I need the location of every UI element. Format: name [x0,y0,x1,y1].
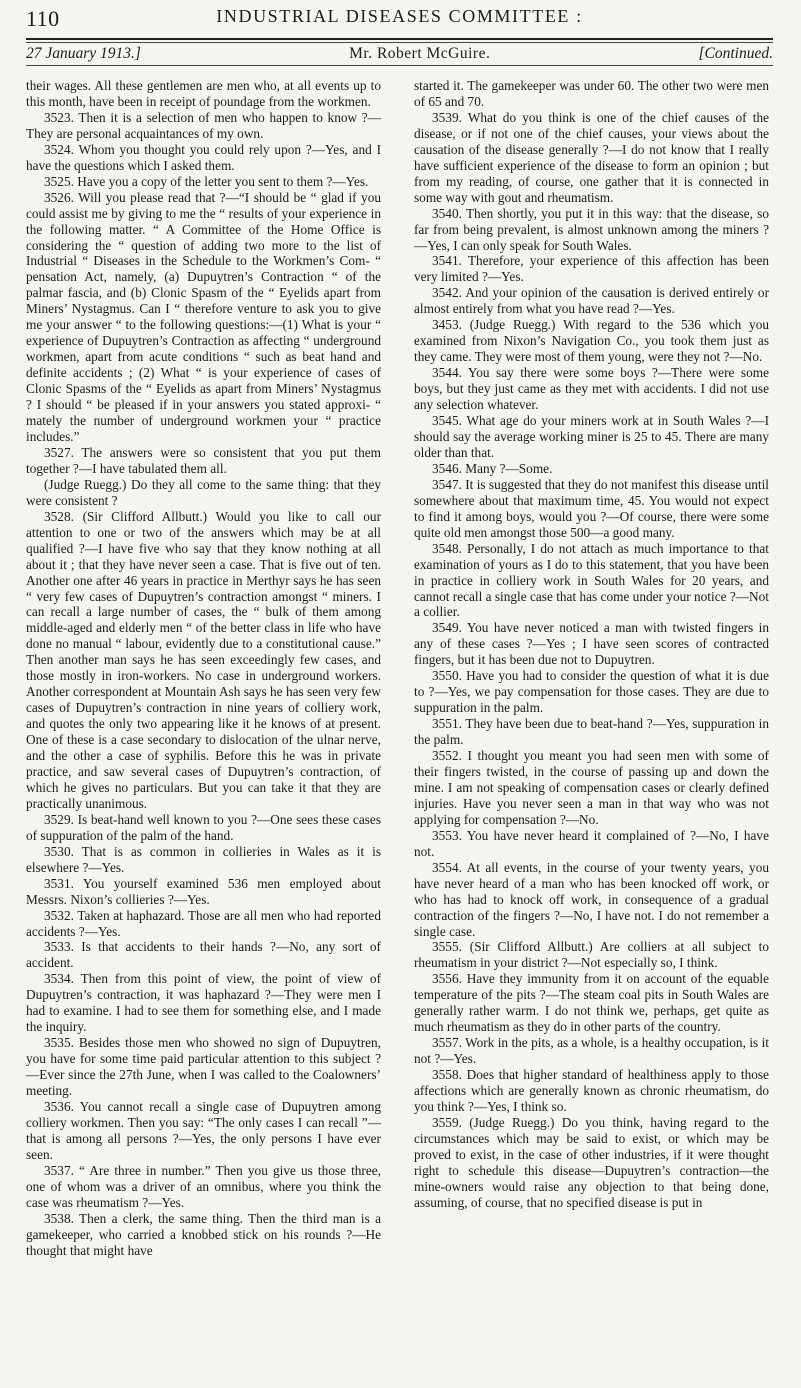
witness-name: Mr. Robert McGuire. [349,45,491,62]
running-head: INDUSTRIAL DISEASES COMMITTEE : [216,6,583,26]
left-column [26,78,381,1259]
testimony-paragraph: 3544. You say there were some boys ?—There were some boys, but they just came as they met with accidents. I did not use any selection whatever. [414,365,769,413]
testimony-paragraph: 3531. You yourself examined 536 men employed about Messrs. Nixon’s collieries ?—Yes. [26,875,381,907]
testimony-paragraph: 3523. Then it is a selection of men who happen to know ?—They are personal acquaintances of my own. [26,109,381,141]
testimony-paragraph: 3534. Then from this point of view, the point of view of Dupuytren’s contraction, it was haphazard ?—They were men I had to examine. I had to see them for something else, and I made the inquiry. [26,971,381,1035]
testimony-paragraph: (Judge Ruegg.) Do they all come to the same thing: that they were consistent ? [26,476,381,508]
header-rule [26,38,773,40]
testimony-paragraph: their wages. All these gentlemen are men who, at all events up to this month, have been in receipt of poundage from the workmen. [26,78,381,109]
testimony-paragraph: 3552. I thought you meant you had seen men with some of their fingers twisted, in the course of passing up and down the mine. I am not speaking of compensation cases or clearly defined injuries. Have you never seen a man in that way who was not applying for compensation ?—No. [414,748,769,827]
testimony-paragraph: 3555. (Sir Clifford Allbutt.) Are colliers at all subject to rheumatism in your district ?—Not especially so, I think. [414,939,769,971]
page-header [26,0,773,38]
testimony-paragraph: 3558. Does that higher standard of healthiness apply to those affections which are generally known as chronic rheumatism, do you think ?—Yes, I think so. [414,1067,769,1114]
testimony-paragraph: 3536. You cannot recall a single case of Dupuytren among colliery workmen. Then you say: “The only cases I can recall ”—that is among all persons ?—Yes, the only persons I have ever seen. [26,1099,381,1162]
right-column [414,78,769,1259]
testimony-paragraph: 3537. “ Are three in number.” Then you give us those three, one of whom was a driver of an omnibus, where you think the case was rheumatism ?—Yes. [26,1162,381,1210]
page-number: 110 [26,6,60,31]
hearing-date: 27 January 1913.] [26,45,141,62]
testimony-paragraph: 3532. Taken at haphazard. Those are all men who had reported accidents ?—Yes. [26,907,381,939]
testimony-paragraph: 3533. Is that accidents to their hands ?—No, any sort of accident. [26,939,381,971]
text-columns [26,78,773,1259]
testimony-paragraph: started it. The gamekeeper was under 60. The other two were men of 65 and 70. [414,78,769,109]
testimony-paragraph: 3545. What age do your miners work at in South Wales ?—I should say the average working miner is 25 to 45. There are many older than that. [414,413,769,460]
testimony-paragraph: 3524. Whom you thought you could rely upon ?—Yes, and I have the questions which I asked them. [26,141,381,173]
testimony-paragraph: 3556. Have they immunity from it on account of the equable temperature of the pits ?—The steam coal pits in South Wales are generally rather warm. I do not think we, perhaps, get quite as much rheumatism as they do in other parts of the country. [414,971,769,1035]
testimony-paragraph: 3551. They have been due to beat-hand ?—Yes, suppuration in the palm. [414,716,769,748]
subheader-rule [26,65,773,66]
testimony-paragraph: 3542. And your opinion of the causation is derived entirely or almost entirely from what you have read ?—Yes. [414,285,769,317]
testimony-paragraph: 3525. Have you a copy of the letter you sent to them ?—Yes. [44,173,369,189]
subheader [26,43,773,65]
testimony-paragraph: 3527. The answers were so consistent that you put them together ?—I have tabulated them all. [26,444,381,476]
testimony-paragraph: 3554. At all events, in the course of your twenty years, you have never heard of a man who has been knocked off work, or who has had to knock off work, in consequence of a gradual contraction of the fingers ?—No, I have not. I do not remember a single case. [414,859,769,939]
testimony-paragraph: 3553. You have never heard it complained of ?—No, I have not. [414,827,769,859]
testimony-paragraph: 3528. (Sir Clifford Allbutt.) Would you like to call our attention to one or two of the answers which may be at all qualified ?—I have five who say that they know nothing at all about it ; that they have never seen a case. That is five out of ten. Another one after 46 years in practice in Merthyr says he has seen “ very few cases of Dupuytren’s contraction amongst “ miners. I can recall a large number of cases, the “ bulk of them among middle-aged and elderly men “ of the better class in life who have done no manual “ labour, evidently due to a constitutional cause.” Then another man says he has seen exceedingly few cases, and those mostly in iron-workers. No case in underground workers. Another correspondent at Mountain Ash says he has seen very few cases of Dupuytren’s contraction in nine years of colliery work, and quotes the only two appearing like it he knows of at present. One of these is a case secondary to dislocation of the ulnar nerve, and the other a case of syphilis. Before this he was in private practice, and saw several cases of Dupuytren’s contraction, of which he gives no particulars. But you can take it that they are practically unanimous. [26,508,381,811]
testimony-paragraph: 3557. Work in the pits, as a whole, is a healthy occupation, is it not ?—Yes. [414,1035,769,1067]
testimony-paragraph: 3530. That is as common in collieries in Wales as it is elsewhere ?—Yes. [26,843,381,875]
continued-label: [Continued. [698,45,773,62]
testimony-paragraph: 3535. Besides those men who showed no sign of Dupuytren, you have for some time paid particular attention to this subject ?—Ever since the 27th June, when I was called to the Coalowners’ meeting. [26,1035,381,1099]
testimony-paragraph: 3539. What do you think is one of the chief causes of the disease, or if not one of the chief causes, your views about the causation of the disease generally ?—I do not know that I really have sufficient experience of the disease to form an opinion ; but from my reading, of course, one gather that it is connected in some way with gout and rheumatism. [414,109,769,205]
testimony-paragraph: 3529. Is beat-hand well known to you ?—One sees these cases of suppuration of the palm of the hand. [26,811,381,843]
testimony-paragraph: 3538. Then a clerk, the same thing. Then the third man is a gamekeeper, who carried a knobbed stick on his rounds ?—He thought that might have [26,1210,381,1258]
testimony-paragraph: 3453. (Judge Ruegg.) With regard to the 536 which you examined from Nixon’s Navigation Co., you took them just as they came. They were most of them young, were they not ?—No. [414,317,769,365]
testimony-paragraph: 3559. (Judge Ruegg.) Do you think, having regard to the circumstances which may be said to exist, or which may be proved to exist, in the case of other industries, if it were thought right to schedule this disease—Dupuytren’s contraction—the mine-owners would raise any objection to that being done, assuming, of course, that no specified disease is put in [414,1114,769,1210]
testimony-paragraph: 3541. Therefore, your experience of this affection has been very limited ?—Yes. [414,253,769,285]
testimony-paragraph: 3549. You have never noticed a man with twisted fingers in any of these cases ?—Yes ; I have seen scores of contracted fingers, but it has been due not to Dupuytren. [414,620,769,668]
testimony-paragraph: 3546. Many ?—Some. [432,460,553,476]
testimony-paragraph: 3550. Have you had to consider the question of what it is due to ?—Yes, we pay compensation for those cases. They are due to suppuration in the palm. [414,668,769,716]
testimony-paragraph: 3547. It is suggested that they do not manifest this disease until somewhere about that maximum time, 45. You would not expect to find it among boys, would you ?—Of course, there were some quite old men amongst those 500—a good many. [414,476,769,540]
testimony-paragraph: 3526. Will you please read that ?—“I should be “ glad if you could assist me by giving to me the “ results of your experience in the following matter. “ A Committee of the Home Office is considering the “ question of adding two more to the list of Industrial “ Diseases in the Schedule to the Workmen’s Com- “ pensation Act, namely, (a) Dupuytren’s Contraction “ of the palmar fascia, and (b) Clonic Spasm of the “ Eyelids apart from Miners’ Nystagmus. Can I “ therefore venture to ask you to give me your answer “ to the following questions:—(1) What is your “ experience of Dupuytren’s Contraction as affecting “ underground workmen, apart from acute conditions “ such as beat hand and definite accidents ; (2) What “ is your experience of cases of Clonic Spasms of the “ Eyelids as apart from Miners’ Nystagmus ? I should “ be pleased if in your answers you stated approxi- “ mately the number of underground workmen your “ practice includes.” [26,189,381,444]
testimony-paragraph: 3548. Personally, I do not attach as much importance to that examination of yours as I do to this statement, that you have been in practice in colliery work in South Wales for 20 years, and cannot recall a single case that has come under your notice ?—Not a collier. [414,540,769,620]
testimony-paragraph: 3540. Then shortly, you put it in this way: that the disease, so far from being prevalent, is almost unknown among the miners ?—Yes, I can only speak for South Wales. [414,205,769,253]
